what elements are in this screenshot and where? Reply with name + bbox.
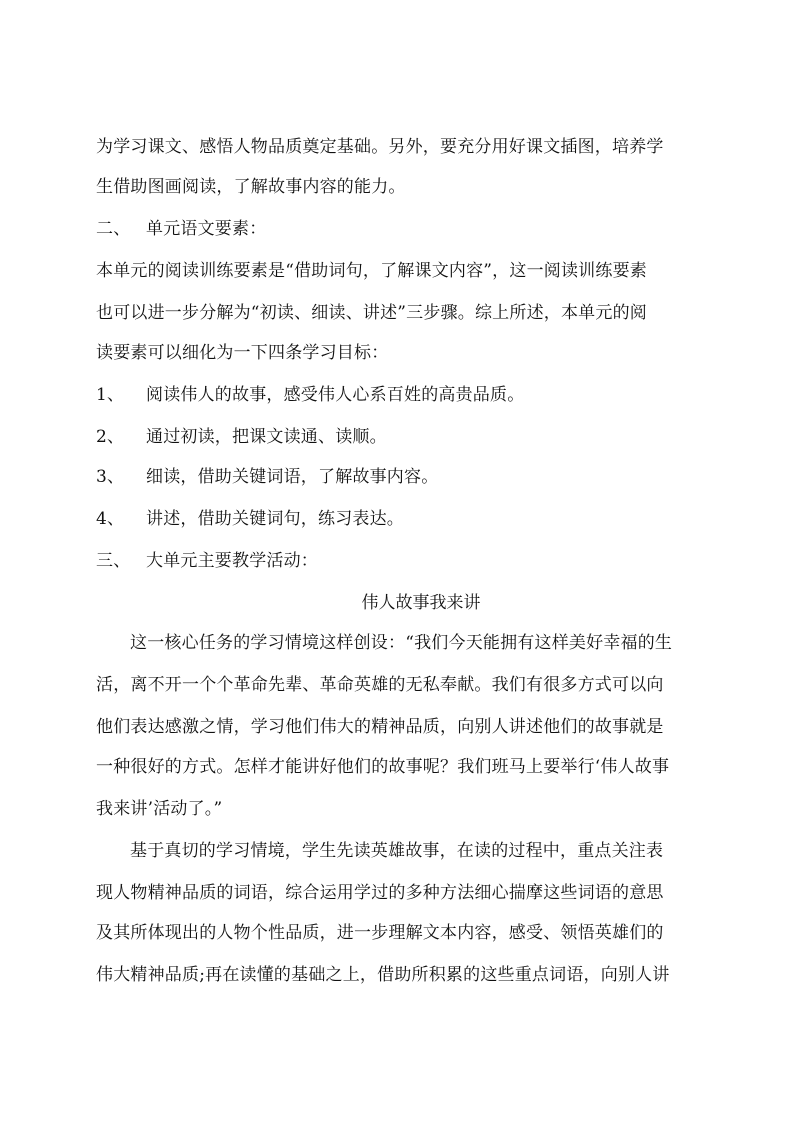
text-line: 为学习课文、感悟人物品质奠定基础。另外，要充分用好课文插图，培养学 — [96, 137, 664, 157]
goal-text: 阅读伟人的故事，感受伟人心系百姓的高贵品质。 — [146, 385, 525, 405]
paragraph-line: 他们表达感激之情，学习他们伟大的精神品质，向别人讲述他们的故事就是 — [96, 717, 664, 737]
goal-number: 2、 — [96, 427, 125, 447]
goal-number: 1、 — [96, 385, 125, 405]
paragraph-line: 我来讲’活动了。” — [96, 799, 223, 819]
paragraph-line: 伟大精神品质;再在读懂的基础之上，借助所积累的这些重点词语，向别人讲 — [96, 965, 670, 985]
text-line: 也可以进一步分解为“初读、细读、讲述”三步骤。综上所述，本单元的阅 — [96, 303, 647, 323]
text-line: 读要素可以细化为一下四条学习目标： — [96, 343, 389, 363]
goal-text: 细读，借助关键词语，了解故事内容。 — [146, 467, 439, 487]
paragraph-line: 一种很好的方式。怎样才能讲好他们的故事呢？我们班马上要举行‘伟人故事 — [96, 757, 670, 777]
paragraph-line: 及其所体现出的人物个性品质，进一步理解文本内容，感受、领悟英雄们的 — [96, 923, 664, 943]
paragraph-line: 活，离不开一个个革命先辈、革命英雄的无私奉献。我们有很多方式可以向 — [96, 675, 664, 695]
goal-item — [96, 384, 746, 406]
paragraph-line: 这一核心任务的学习情境这样创设：“我们今天能拥有这样美好幸福的生 — [130, 633, 673, 653]
goal-item — [96, 508, 746, 530]
goal-number: 4、 — [96, 509, 125, 529]
section-number: 三、 — [96, 551, 131, 571]
section-title: 大单元主要教学活动： — [146, 551, 318, 571]
section-heading-3 — [96, 550, 746, 572]
section-title: 单元语文要素： — [146, 219, 267, 239]
section-heading-2 — [96, 218, 746, 240]
goal-item — [96, 466, 746, 488]
goal-text: 讲述，借助关键词句，练习表达。 — [146, 509, 404, 529]
activity-title: 伟人故事我来讲 — [361, 593, 481, 613]
text-line: 本单元的阅读训练要素是“借助词句，了解课文内容”，这一阅读训练要素 — [96, 261, 647, 281]
goal-number: 3、 — [96, 467, 125, 487]
paragraph-line: 基于真切的学习情境，学生先读英雄故事，在读的过程中，重点关注表 — [130, 841, 664, 861]
goal-text: 通过初读，把课文读通、读顺。 — [146, 427, 387, 447]
goal-item — [96, 426, 746, 448]
section-number: 二、 — [96, 219, 131, 239]
text-line: 生借助图画阅读，了解故事内容的能力。 — [96, 177, 406, 197]
paragraph-line: 现人物精神品质的词语，综合运用学过的多种方法细心揣摩这些词语的意思 — [96, 883, 664, 903]
